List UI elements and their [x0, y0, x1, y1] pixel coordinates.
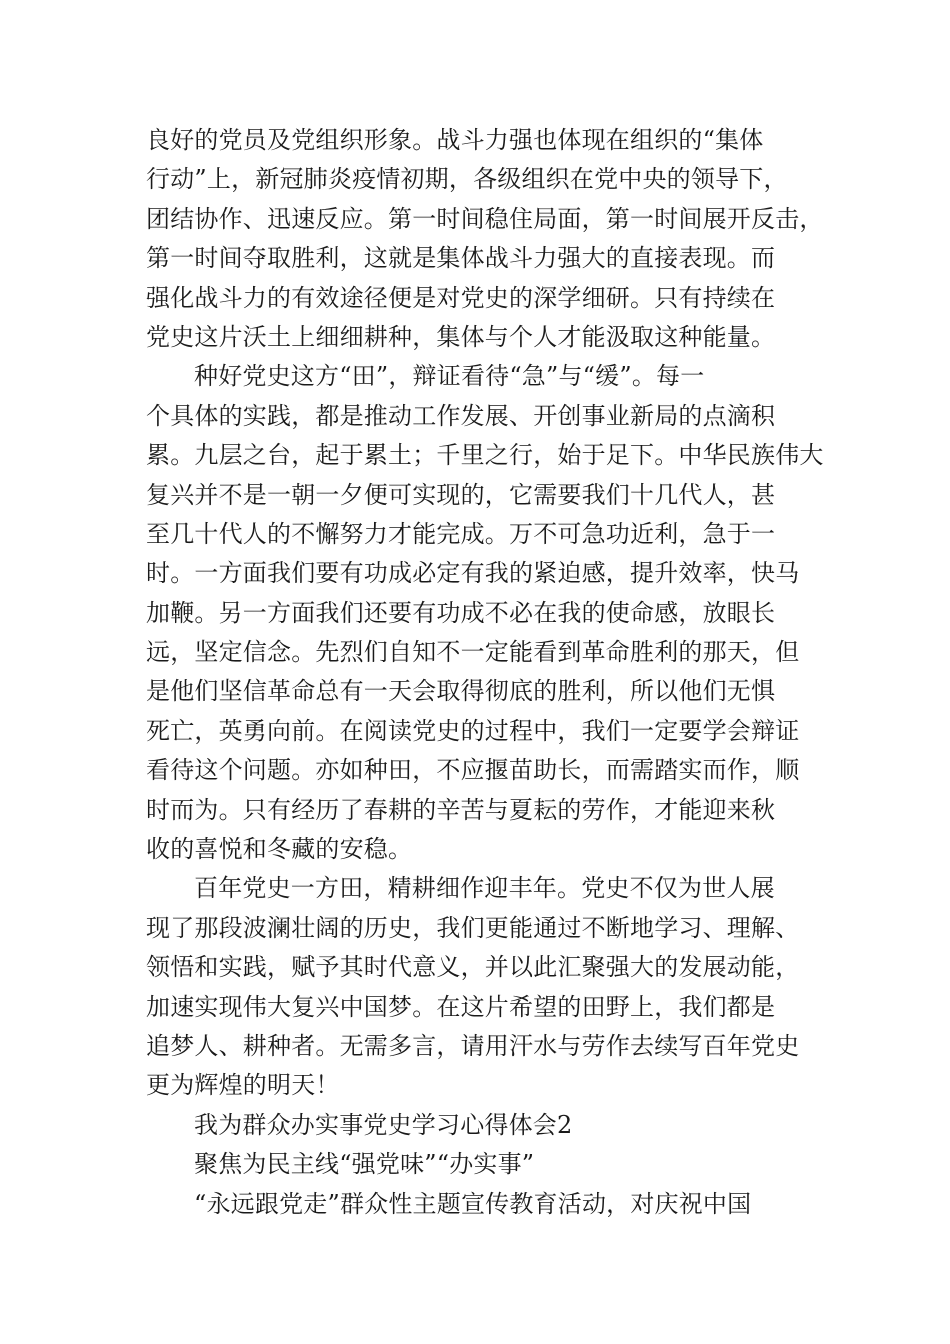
text-line: 时。一方面我们要有功成必定有我的紧迫感，提升效率，快马: [146, 559, 800, 588]
text-line: 个具体的实践，都是推动工作发展、开创事业新局的点滴积: [146, 401, 776, 430]
text-line: 加速实现伟大复兴中国梦。在这片希望的田野上，我们都是: [146, 992, 776, 1021]
paragraph-first-line: 百年党史一方田，精耕细作迎丰年。党史不仅为世人展: [194, 874, 775, 903]
text-line: 追梦人、耕种者。无需多言，请用汗水与劳作去续写百年党史: [146, 1031, 800, 1060]
text-line: 时而为。只有经历了春耕的辛苦与夏耘的劳作，才能迎来秋: [146, 795, 776, 824]
text-line: 死亡，英勇向前。在阅读党史的过程中，我们一定要学会辩证: [146, 716, 800, 745]
text-line: 收的喜悦和冬藏的安稳。: [146, 835, 413, 864]
text-line: 行动”上，新冠肺炎疫情初期，各级组织在党中央的领导下，: [146, 165, 788, 194]
text-line: 领悟和实践，赋予其时代意义，并以此汇聚强大的发展动能，: [146, 953, 800, 982]
document-body: [146, 121, 824, 1224]
section-subtitle: 聚焦为民主线“强党味”“办实事”: [194, 1150, 535, 1179]
text-line: 团结协作、迅速反应。第一时间稳住局面，第一时间展开反击，: [146, 204, 824, 233]
paragraph-first-line: 种好党史这方“田”，辩证看待“急”与“缓”。每一: [194, 362, 705, 391]
text-line: 至几十代人的不懈努力才能完成。万不可急功近利，急于一: [146, 519, 776, 548]
text-line: 看待这个问题。亦如种田，不应揠苗助长，而需踏实而作，顺: [146, 756, 800, 785]
text-line: 复兴并不是一朝一夕便可实现的，它需要我们十几代人，甚: [146, 480, 776, 509]
text-line: 第一时间夺取胜利，这就是集体战斗力强大的直接表现。而: [146, 244, 776, 273]
text-line: 更为辉煌的明天！: [146, 1071, 340, 1100]
text-line: 加鞭。另一方面我们还要有功成不必在我的使命感，放眼长: [146, 598, 776, 627]
text-line: 良好的党员及党组织形象。战斗力强也体现在组织的“集体: [146, 126, 764, 154]
text-line: 现了那段波澜壮阔的历史，我们更能通过不断地学习、理解、: [146, 913, 800, 942]
text-line: 累。九层之台，起于累土；千里之行，始于足下。中华民族伟大: [146, 441, 824, 470]
text-line: 是他们坚信革命总有一天会取得彻底的胜利，所以他们无惧: [146, 677, 776, 706]
paragraph-first-line: “永远跟党走”群众性主题宣传教育活动，对庆祝中国: [194, 1189, 752, 1218]
text-line: 强化战斗力的有效途径便是对党史的深学细研。只有持续在: [146, 283, 776, 312]
text-line: 党史这片沃土上细细耕种，集体与个人才能汲取这种能量。: [146, 322, 776, 351]
text-line: 远，坚定信念。先烈们自知不一定能看到革命胜利的那天，但: [146, 638, 800, 667]
section-title: 我为群众办实事党史学习心得体会2: [194, 1110, 573, 1139]
